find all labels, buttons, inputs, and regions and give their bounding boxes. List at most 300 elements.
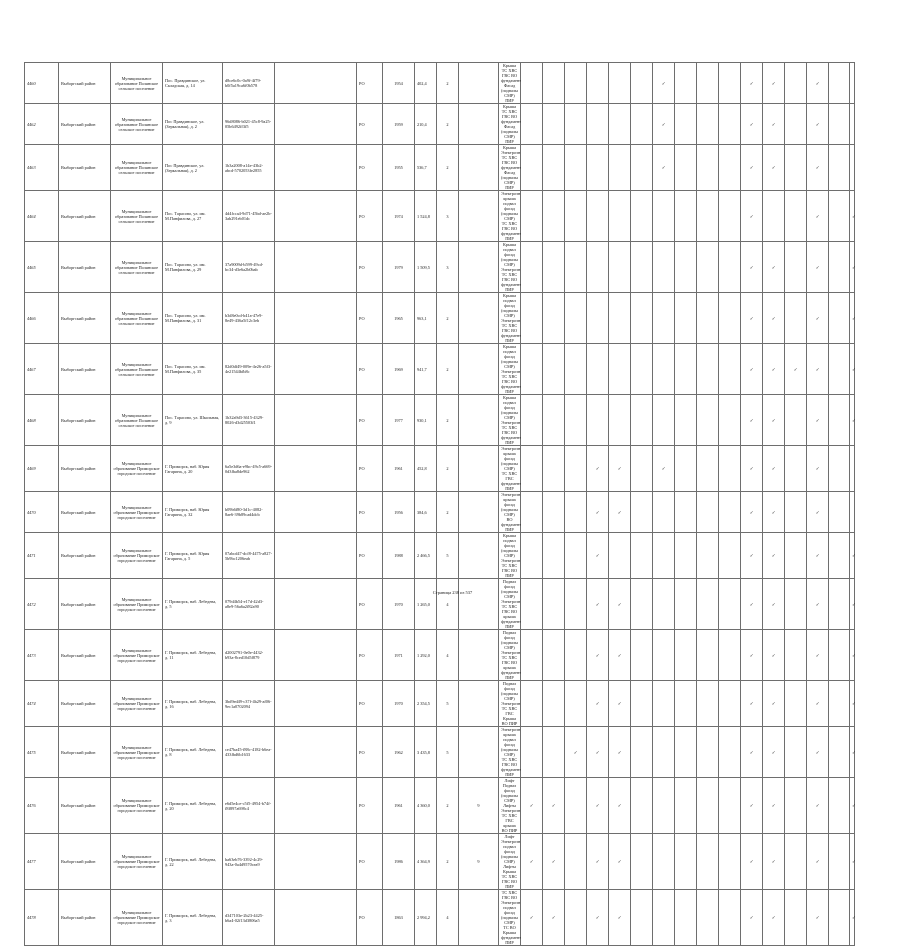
work-mark-cell <box>719 446 741 492</box>
work-mark-cell <box>850 579 855 630</box>
work-mark-cell <box>565 834 587 890</box>
floors-extra-cell <box>459 145 499 191</box>
work-mark-cell <box>653 293 675 344</box>
row-id: 4477 <box>25 834 59 890</box>
work-mark-cell <box>785 579 807 630</box>
checkmark-icon: ✓ <box>771 121 776 127</box>
floors-extra-cell <box>459 446 499 492</box>
checkmark-icon: ✓ <box>815 701 820 706</box>
work-mark-cell <box>741 727 763 778</box>
work-mark-cell <box>653 890 675 946</box>
work-mark-cell <box>697 395 719 446</box>
work-mark-cell <box>631 579 653 630</box>
row-id: 4467 <box>25 344 59 395</box>
area-cell: 1 524,8 <box>415 191 437 242</box>
work-mark-cell <box>829 890 850 946</box>
district-cell: Выборгский район <box>59 104 111 145</box>
work-mark-cell <box>631 533 653 579</box>
guid-cell: 82d0df49-009e-4e26-a5f3-4e21544bfb8c <box>223 344 275 395</box>
checkmark-icon: ✓ <box>852 417 856 423</box>
work-mark-cell <box>565 191 587 242</box>
work-mark-cell <box>697 834 719 890</box>
work-mark-cell <box>785 778 807 834</box>
row-id: 4460 <box>25 63 59 104</box>
work-mark-cell <box>543 778 565 834</box>
year-cell: 1970 <box>383 681 415 727</box>
checkmark-icon: ✓ <box>749 915 754 920</box>
checkmark-icon: ✓ <box>749 652 754 658</box>
row-id: 4463 <box>25 145 59 191</box>
works-cell: Крыша подвал фасад (подвалы СМР) Электроэн ТС ХВС ГВС ВО фундамент ПИР <box>499 344 521 395</box>
floors-cell: 2 <box>437 492 459 533</box>
work-mark-cell <box>785 727 807 778</box>
work-mark-cell <box>675 63 697 104</box>
work-mark-cell <box>587 579 609 630</box>
type-cell: РО <box>357 104 383 145</box>
row-id: 4474 <box>25 681 59 727</box>
work-mark-cell <box>741 630 763 681</box>
works-cell: Крыша Электроэн ТС ХВС ГВС ВО фундамент Фасад (подвалы СМР) ПИР <box>499 145 521 191</box>
work-mark-cell <box>850 890 855 946</box>
works-cell: Крыша подвал фасад (подвалы СМР) Электроэн ТС ХВС ГВС ВО фундамент ПИР <box>499 242 521 293</box>
work-mark-cell <box>741 191 763 242</box>
municipality-cell: Муниципальное образование Полянское сельское поселение <box>111 293 163 344</box>
checkmark-icon: ✓ <box>617 466 622 471</box>
year-cell: 1955 <box>383 145 415 191</box>
row-id: 4466 <box>25 293 59 344</box>
district-cell: Выборгский район <box>59 630 111 681</box>
floors-extra-cell <box>459 344 499 395</box>
work-mark-cell <box>850 242 855 293</box>
address-cell: Пос. Правдинское, ул. Складская, д. 14 <box>163 63 223 104</box>
district-cell: Выборгский район <box>59 242 111 293</box>
municipality-cell: Муниципальное образование Приморское городское поселение <box>111 630 163 681</box>
work-mark-cell <box>521 890 543 946</box>
blank-cell <box>275 890 357 946</box>
area-cell: 1 292,0 <box>415 630 437 681</box>
work-mark-cell <box>850 63 855 104</box>
floors-cell: 2 <box>437 834 459 890</box>
checkmark-icon: ✓ <box>661 165 666 170</box>
blank-cell <box>275 681 357 727</box>
floors-extra-cell <box>459 242 499 293</box>
municipality-cell: Муниципальное образование Приморское городское поселение <box>111 446 163 492</box>
work-mark-cell <box>763 533 785 579</box>
work-mark-cell <box>609 492 631 533</box>
work-mark-cell <box>631 834 653 890</box>
work-mark-cell <box>785 63 807 104</box>
checkmark-icon: ✓ <box>749 417 754 423</box>
work-mark-cell <box>697 533 719 579</box>
works-cell: Подвал фасад (подвалы СМР) Электроэн ТС ХВС ГВС Крыша ВО ПИР <box>499 681 521 727</box>
work-mark-cell <box>675 533 697 579</box>
work-mark-cell <box>565 579 587 630</box>
checkmark-icon: ✓ <box>595 915 600 920</box>
checkmark-icon: ✓ <box>749 80 754 86</box>
year-cell: 1974 <box>383 191 415 242</box>
work-mark-cell <box>565 727 587 778</box>
floors-extra-cell <box>459 293 499 344</box>
work-mark-cell <box>850 395 855 446</box>
floors-cell: 2 <box>437 63 459 104</box>
work-mark-cell <box>587 191 609 242</box>
table-row <box>25 533 855 579</box>
work-mark-cell <box>785 191 807 242</box>
work-mark-cell <box>697 446 719 492</box>
work-mark-cell <box>521 395 543 446</box>
work-mark-cell <box>631 681 653 727</box>
work-mark-cell <box>763 630 785 681</box>
work-mark-cell <box>763 104 785 145</box>
checkmark-icon: ✓ <box>852 553 856 558</box>
guid-cell: ce47ba45-f88c-4182-b6ea-433fbd6b1633 <box>223 727 275 778</box>
work-mark-cell <box>521 579 543 630</box>
checkmark-icon: ✓ <box>771 509 776 515</box>
work-mark-cell <box>609 533 631 579</box>
work-mark-cell <box>719 104 741 145</box>
address-cell: Пос Правдинское, ул. (Зеркальная), д. 2 <box>163 104 223 145</box>
year-cell: 1971 <box>383 630 415 681</box>
work-mark-cell <box>697 890 719 946</box>
work-mark-cell <box>719 191 741 242</box>
works-cell: Крыша ТС ХВС ГВС ВО фундамент Фасад (подвалы СМР) ПИР <box>499 104 521 145</box>
floors-cell: 3 <box>437 191 459 242</box>
area-cell: 2 466,5 <box>415 533 437 579</box>
floors-cell: 5 <box>437 681 459 727</box>
work-mark-cell <box>785 492 807 533</box>
work-mark-cell <box>675 395 697 446</box>
work-mark-cell <box>587 63 609 104</box>
checkmark-icon: ✓ <box>771 601 776 607</box>
work-mark-cell <box>829 191 850 242</box>
work-mark-cell <box>829 778 850 834</box>
work-mark-cell <box>807 492 829 533</box>
year-cell: 1986 <box>383 834 415 890</box>
work-mark-cell <box>521 630 543 681</box>
work-mark-cell <box>543 344 565 395</box>
work-mark-cell <box>741 579 763 630</box>
floors-extra-cell <box>459 63 499 104</box>
work-mark-cell <box>785 104 807 145</box>
work-mark-cell <box>719 681 741 727</box>
address-cell: Г. Приморск, наб. Юрия Гагарина, д. 20 <box>163 446 223 492</box>
checkmark-icon: ✓ <box>617 803 622 808</box>
work-mark-cell <box>521 681 543 727</box>
checkmark-icon: ✓ <box>771 264 776 270</box>
table-row <box>25 63 855 104</box>
checkmark-icon: ✓ <box>749 553 754 558</box>
guid-cell: 1b3a2008-a14e-43b2-abcd-5702053fe2855 <box>223 145 275 191</box>
work-mark-cell <box>807 104 829 145</box>
area-cell: 941,7 <box>415 344 437 395</box>
work-mark-cell <box>697 630 719 681</box>
work-mark-cell <box>631 890 653 946</box>
address-cell: Пос. Тарасово, ул. им. М.Панфилова, д. 29 <box>163 242 223 293</box>
work-mark-cell <box>763 579 785 630</box>
work-mark-cell <box>719 834 741 890</box>
checkmark-icon: ✓ <box>852 264 856 270</box>
work-mark-cell <box>631 145 653 191</box>
work-mark-cell <box>807 579 829 630</box>
row-id: 4469 <box>25 446 59 492</box>
type-cell: РО <box>357 191 383 242</box>
work-mark-cell <box>653 533 675 579</box>
area-cell: 2 354,5 <box>415 681 437 727</box>
checkmark-icon: ✓ <box>749 264 754 270</box>
work-mark-cell <box>719 63 741 104</box>
work-mark-cell <box>675 104 697 145</box>
checkmark-icon: ✓ <box>852 601 856 607</box>
works-cell: Подвал фасад (подвалы СМР) Электроэн ТС ХВС ГВС ВО крыша фундамент ПИР <box>499 579 521 630</box>
work-mark-cell <box>609 344 631 395</box>
address-cell: Г. Приморск, наб. Лебедева, д. 22 <box>163 834 223 890</box>
checkmark-icon: ✓ <box>573 749 578 755</box>
work-mark-cell <box>785 344 807 395</box>
checkmark-icon: ✓ <box>815 366 820 372</box>
guid-cell: e6d5e4ce-c5f5-4954-b74f-f8f897a698c4 <box>223 778 275 834</box>
municipality-cell: Муниципальное образование Приморское городское поселение <box>111 579 163 630</box>
work-mark-cell <box>609 727 631 778</box>
work-mark-cell <box>543 191 565 242</box>
work-mark-cell <box>763 293 785 344</box>
work-mark-cell <box>631 191 653 242</box>
work-mark-cell <box>587 681 609 727</box>
checkmark-icon: ✓ <box>595 601 600 607</box>
work-mark-cell <box>697 344 719 395</box>
address-cell: Пос. Тарасово, ул. им. М.Панфилова, д. 27 <box>163 191 223 242</box>
work-mark-cell <box>653 579 675 630</box>
type-cell: РО <box>357 492 383 533</box>
work-mark-cell <box>543 293 565 344</box>
blank-cell <box>275 395 357 446</box>
work-mark-cell <box>543 579 565 630</box>
checkmark-icon: ✓ <box>617 509 622 515</box>
work-mark-cell <box>829 395 850 446</box>
work-mark-cell <box>521 446 543 492</box>
address-cell: Г. Приморск, наб. Лебедева, д. 20 <box>163 778 223 834</box>
checkmark-icon: ✓ <box>595 749 600 755</box>
work-mark-cell <box>829 727 850 778</box>
guid-cell: 4d4fcca4-9d71-45bd-ae2b-3ab291eb01dc <box>223 191 275 242</box>
type-cell: РО <box>357 579 383 630</box>
year-cell: 1961 <box>383 446 415 492</box>
work-mark-cell <box>587 727 609 778</box>
work-mark-cell <box>653 242 675 293</box>
work-mark-cell <box>675 344 697 395</box>
floors-extra-cell <box>459 579 499 630</box>
work-mark-cell <box>631 446 653 492</box>
work-mark-cell <box>609 104 631 145</box>
type-cell: РО <box>357 242 383 293</box>
row-id: 4475 <box>25 727 59 778</box>
works-cell: Крыша подвал фасад (подвалы СМР) Электроэн ТС ХВС ГВС ВО фундамент ПИР <box>499 395 521 446</box>
checkmark-icon: ✓ <box>852 803 856 808</box>
municipality-cell: Муниципальное образование Приморское городское поселение <box>111 492 163 533</box>
checkmark-icon: ✓ <box>815 652 820 658</box>
work-mark-cell <box>565 778 587 834</box>
work-mark-cell <box>807 533 829 579</box>
work-mark-cell <box>697 492 719 533</box>
checkmark-icon: ✓ <box>771 466 776 471</box>
work-mark-cell <box>719 727 741 778</box>
work-mark-cell <box>807 191 829 242</box>
work-mark-cell <box>741 533 763 579</box>
checkmark-icon: ✓ <box>815 509 820 515</box>
municipality-cell: Муниципальное образование Полянское сельское поселение <box>111 191 163 242</box>
work-mark-cell <box>675 242 697 293</box>
type-cell: РО <box>357 293 383 344</box>
work-mark-cell <box>807 293 829 344</box>
work-mark-cell <box>829 492 850 533</box>
year-cell: 1988 <box>383 533 415 579</box>
checkmark-icon: ✓ <box>815 466 820 471</box>
work-mark-cell <box>587 630 609 681</box>
checkmark-icon: ✓ <box>771 417 776 423</box>
checkmark-icon: ✓ <box>749 509 754 515</box>
work-mark-cell <box>719 395 741 446</box>
work-mark-cell <box>675 293 697 344</box>
work-mark-cell <box>850 681 855 727</box>
checkmark-icon: ✓ <box>551 915 556 920</box>
checkmark-icon: ✓ <box>551 803 556 808</box>
work-mark-cell <box>543 395 565 446</box>
work-mark-cell <box>609 890 631 946</box>
checkmark-icon: ✓ <box>661 80 666 86</box>
work-mark-cell <box>719 344 741 395</box>
works-cell: Электроэн крыша подвал фасад (подвалы СМР) ТС ХВС ГВС ВО фундамент ПИР <box>499 191 521 242</box>
floors-cell: 2 <box>437 395 459 446</box>
checkmark-icon: ✓ <box>771 915 776 920</box>
checkmark-icon: ✓ <box>617 701 622 706</box>
work-mark-cell <box>565 890 587 946</box>
checkmark-icon: ✓ <box>771 80 776 86</box>
work-mark-cell <box>543 533 565 579</box>
works-cell: Лифт Электроэн подвал фасад (подвалы СМР) Лифты Крыша ТС ХВС ГВС ВО ПИР <box>499 834 521 890</box>
work-mark-cell <box>829 579 850 630</box>
type-cell: РО <box>357 630 383 681</box>
work-mark-cell <box>719 242 741 293</box>
work-mark-cell <box>829 242 850 293</box>
type-cell: РО <box>357 834 383 890</box>
municipality-cell: Муниципальное образование Приморское городское поселение <box>111 533 163 579</box>
checkmark-icon: ✓ <box>595 859 600 864</box>
work-mark-cell <box>697 145 719 191</box>
work-mark-cell <box>587 890 609 946</box>
work-mark-cell <box>785 446 807 492</box>
table-row <box>25 446 855 492</box>
work-mark-cell <box>807 681 829 727</box>
year-cell: 1979 <box>383 242 415 293</box>
table-row <box>25 293 855 344</box>
floors-extra-cell <box>459 630 499 681</box>
checkmark-icon: ✓ <box>771 165 776 170</box>
work-mark-cell <box>631 104 653 145</box>
work-mark-cell <box>543 681 565 727</box>
work-mark-cell <box>785 533 807 579</box>
work-mark-cell <box>521 145 543 191</box>
address-cell: Г. Приморск, наб. Лебедева, д. 11 <box>163 630 223 681</box>
checkmark-icon: ✓ <box>815 315 820 321</box>
area-cell: 1 509,5 <box>415 242 437 293</box>
table-row <box>25 145 855 191</box>
work-mark-cell <box>609 834 631 890</box>
works-cell: Электроэн крыша подвал фасад (подвалы СМР) ТС ХВС ГВС ВО фундамент ПИР <box>499 727 521 778</box>
work-mark-cell <box>697 681 719 727</box>
checkmark-icon: ✓ <box>529 803 534 808</box>
checkmark-icon: ✓ <box>852 859 856 864</box>
work-mark-cell <box>653 395 675 446</box>
address-cell: Пос. Тарасово, ул. Школьная, д. 9 <box>163 395 223 446</box>
work-mark-cell <box>719 890 741 946</box>
type-cell: РО <box>357 533 383 579</box>
floors-cell: 4 <box>437 890 459 946</box>
work-mark-cell <box>675 727 697 778</box>
floors-extra-cell <box>459 104 499 145</box>
work-mark-cell <box>543 446 565 492</box>
checkmark-icon: ✓ <box>749 466 754 471</box>
work-mark-cell <box>543 727 565 778</box>
work-mark-cell <box>565 63 587 104</box>
floors-cell: 4 <box>437 630 459 681</box>
row-id: 4472 <box>25 579 59 630</box>
work-mark-cell <box>741 890 763 946</box>
floors-cell: 5 <box>437 533 459 579</box>
work-mark-cell <box>719 293 741 344</box>
checkmark-icon: ✓ <box>749 859 754 864</box>
work-mark-cell <box>631 344 653 395</box>
floors-extra-cell <box>459 681 499 727</box>
floors-cell: 2 <box>437 446 459 492</box>
year-cell: 1969 <box>383 344 415 395</box>
work-mark-cell <box>543 63 565 104</box>
works-cell: Подвал фасад (подвалы СМР) Электроэн ТС ХВС ГВС ВО крыша фундамент ПИР <box>499 630 521 681</box>
municipality-cell: Муниципальное образование Полянское сельское поселение <box>111 344 163 395</box>
checkmark-icon: ✓ <box>617 859 622 864</box>
work-mark-cell <box>675 890 697 946</box>
work-mark-cell <box>609 395 631 446</box>
year-cell: 1977 <box>383 395 415 446</box>
municipality-cell: Муниципальное образование Приморское городское поселение <box>111 834 163 890</box>
work-mark-cell <box>807 630 829 681</box>
table-row <box>25 890 855 946</box>
type-cell: РО <box>357 778 383 834</box>
work-mark-cell <box>785 242 807 293</box>
checkmark-icon: ✓ <box>749 213 754 219</box>
work-mark-cell <box>763 395 785 446</box>
checkmark-icon: ✓ <box>815 803 820 808</box>
work-mark-cell <box>653 63 675 104</box>
works-cell: Электроэн крыша фасад (подвалы СМР) ТС ХВС ГВС фундамент ПИР <box>499 446 521 492</box>
work-mark-cell <box>785 293 807 344</box>
floors-cell: 2 <box>437 145 459 191</box>
checkmark-icon: ✓ <box>771 366 776 372</box>
guid-cell: 96d8086-b021-45c8-9a25-05b6492ff3f5 <box>223 104 275 145</box>
work-mark-cell <box>697 191 719 242</box>
work-mark-cell <box>609 63 631 104</box>
work-mark-cell <box>850 344 855 395</box>
district-cell: Выборгский район <box>59 446 111 492</box>
district-cell: Выборгский район <box>59 681 111 727</box>
guid-cell: ba63eb76-3392-4c29-943a-0a4d9570cea9 <box>223 834 275 890</box>
checkmark-icon: ✓ <box>815 417 820 423</box>
work-mark-cell <box>631 727 653 778</box>
work-mark-cell <box>697 778 719 834</box>
checkmark-icon: ✓ <box>551 859 556 864</box>
work-mark-cell <box>565 533 587 579</box>
work-mark-cell <box>521 344 543 395</box>
checkmark-icon: ✓ <box>661 466 666 471</box>
work-mark-cell <box>829 533 850 579</box>
